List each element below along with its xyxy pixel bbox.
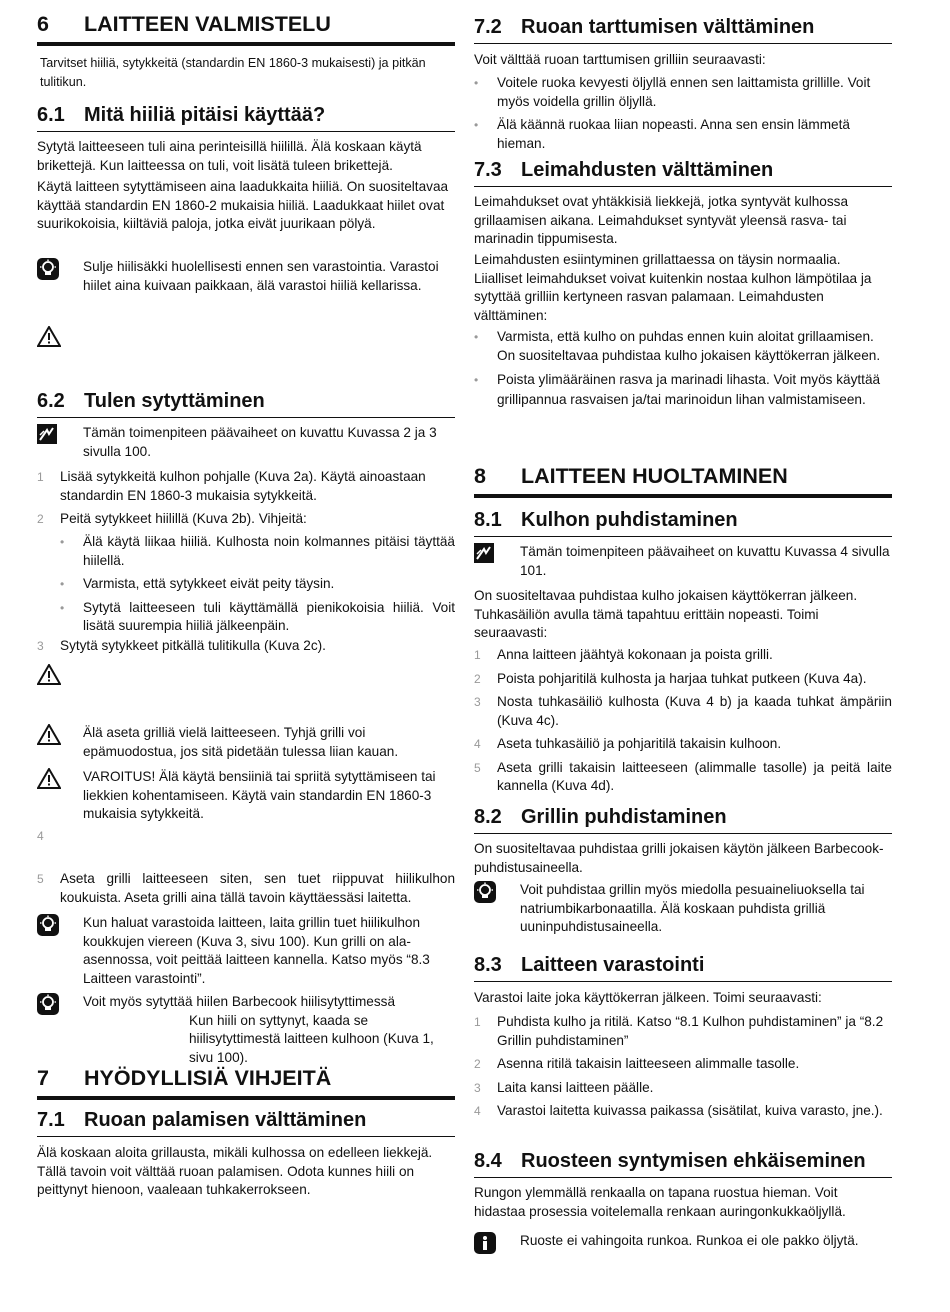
step-number: 4 [37,829,44,843]
list-item [37,599,455,636]
step-number: 2 [474,1057,481,1071]
bullet-text: Älä käännä ruokaa liian nopeasti. Anna sen ensin lämmetä hieman. [497,117,850,151]
section-6-2-step-3 [37,637,455,661]
section-7-3-heading [474,158,892,187]
step-text: Lisää sytykkeitä kulhon pohjalle (Kuva 2a). Käytä ainoastaan standardin EN 1860-3 mukaisia sytykkeitä. [60,469,426,503]
tip-note [37,993,455,1067]
picture-reference-icon [37,424,83,461]
bullet: • [474,330,479,344]
reference-text: Tämän toimenpiteen päävaiheet on kuvattu Kuvassa 2 ja 3 sivulla 100. [83,425,437,459]
tip-text: Kun haluat varastoida laitteen, laita grillin tuet hiilikulhon koukkujen viereen (Kuva 3, sivu 100). Kun grilli on ala-asennossa, voit peittää laitteen kannella. Katso myös “8.3 Laitteen varastointi”. [83,915,430,986]
section-title: Ruoan palamisen välttäminen [84,1109,367,1131]
bullet: • [60,600,65,615]
section-number: 7.2 [474,16,502,38]
section-8-2-heading [474,805,892,834]
bullet-text: Poista ylimääräinen rasva ja marinadi lihasta. Voit myös käyttää grillipannua rasvaisen ja/tai marinoidun lihan valmistamiseen. [497,372,881,407]
step-number: 5 [474,760,481,775]
step-text: Aseta grilli laitteeseen siten, sen tuet riippuvat hiilikulhon koukuista. Aseta grilli aina tällä tavoin käyttäessäsi laitetta. [60,871,455,905]
list-item [474,735,892,754]
section-number: 7 [37,1066,49,1090]
section-number: 8.4 [474,1150,502,1172]
section-title: Mitä hiiliä pitäisi käyttää? [84,104,326,126]
section-7-2-bullets [474,74,892,158]
section-title: Leimahdusten välttäminen [521,159,774,181]
section-number: 6 [37,12,49,36]
step-number: 2 [474,671,481,686]
step-number: 5 [37,872,44,886]
step-text: Sytytä sytykkeet pitkällä tulitikulla (Kuva 2c). [60,638,326,653]
list-item [474,759,892,796]
warning-triangle-icon [37,326,455,347]
section-title: Grillin puhdistaminen [521,806,727,828]
section-7-1-paragraph: Älä koskaan aloita grillausta, mikäli kulhossa on edelleen liekkejä. Tällä tavoin voit välttää ruoan palamisen. Odota kunnes hiili on peittynyt hienoon, vaaleaan tuhkakerrokseen. [37,1145,433,1197]
tip-note [474,881,892,937]
section-8-1-intro: On suositeltavaa puhdistaa kulho jokaisen käyttökerran jälkeen. Tuhkasäiliön avulla tämä tapahtuu erittäin nopeasti. Toimi seuraavasti: [474,588,858,640]
list-item [474,646,892,665]
bullet-text: Varmista, että kulho on puhdas ennen kuin aloitat grillaamisen. On suositeltavaa puhdistaa kulho jokaisen käyttökerran jälkeen. [497,329,881,363]
section-number: 6.2 [37,390,65,412]
step-number: 4 [474,737,481,751]
section-7-3-paragraph-2: Leimahdusten esiintyminen grillattaessa on täysin normaalia. Liialliset leimahdukset voivat kuitenkin nostaa kulhon lämpötilaa ja sytyttää grilliin kertyneen rasvan palamaan. Leimahdusten välttäminen: [474,252,872,323]
list-item [474,74,892,111]
step-number: 1 [37,470,44,484]
step-text: Peitä sytykkeet hiilillä (Kuva 2b). Vihjeitä: [60,511,307,526]
section-7-3-paragraph-1: Leimahdukset ovat yhtäkkisiä liekkejä, jotka syntyvät kulhossa grillaamisen aikana. Leimahdukset syntyvät yleensä rasva- tai marinadin tippumisesta. [474,194,849,246]
step-number: 3 [474,695,481,709]
section-number: 8.3 [474,954,502,976]
list-item [474,693,892,730]
section-6-1-paragraph-2: Käytä laitteen sytyttämiseen aina laadukkaita hiiliä. On suositeltavaa käyttää standardin EN 1860-2 mukaisia hiiliä. Laadukkaat hiilet ovat suurikokoisia, kiiltäviä paloja, jotka eivät juurikaan pölyä. [37,179,449,231]
lightbulb-icon [37,993,83,1067]
list-item [474,328,892,365]
step-number: 1 [474,1015,481,1029]
section-number: 8 [474,464,486,488]
step-text: Varastoi laitetta kuivassa paikassa (sisätilat, kuiva varasto, jne.). [497,1103,883,1118]
section-6-2-hints [37,533,455,641]
list-item [474,1055,892,1074]
section-6-2-steps [37,468,455,534]
lightbulb-icon [37,914,83,988]
step-text: Laita kansi laitteen päälle. [497,1079,654,1095]
tip-note [37,258,455,295]
section-7-1-heading [37,1108,455,1137]
warning-text: VAROITUS! Älä käytä bensiiniä tai spriitä sytyttämiseen tai liekkien kohentamiseen. Käytä vain standardin EN 1860-3 mukaisia sytykkeitä. [83,769,436,821]
step-text: Poista pohjaritilä kulhosta ja harjaa tuhkat putkeen (Kuva 4a). [497,670,867,686]
bullet: • [60,535,65,549]
bullet: • [474,118,479,132]
section-title: Tulen sytyttäminen [84,390,265,412]
info-note [474,1232,892,1254]
section-title: Ruosteen syntymisen ehkäiseminen [521,1150,866,1172]
reference-text: Tämän toimenpiteen päävaiheet on kuvattu Kuvassa 4 sivulla 101. [520,544,890,578]
warning-note [37,724,455,761]
list-item [37,510,455,529]
section-7-heading [37,1066,455,1100]
step-number: 3 [474,1080,481,1095]
lightbulb-icon [37,258,83,295]
list-item [37,468,455,505]
section-title: HYÖDYLLISIÄ VIHJEITÄ [84,1066,332,1090]
section-8-3-intro: Varastoi laite joka käyttökerran jälkeen. Toimi seuraavasti: [474,990,822,1005]
section-number: 7.3 [474,159,502,181]
section-7-3-bullets [474,328,892,415]
bullet-text: Voitele ruoka kevyesti öljyllä ennen sen laittamista grillille. Voit myös voidella grillin öljyllä. [497,75,871,109]
section-6-heading [37,12,455,46]
lightbulb-icon [474,881,520,937]
tip-text-line: Voit myös sytyttää hiilen Barbecook hiilisytyttimessä [83,994,396,1009]
bullet: • [474,373,479,387]
section-6-2-step-5 [37,870,455,912]
step-text: Asenna ritilä takaisin laitteeseen alimmalle tasolle. [497,1056,800,1071]
bullet-text: Sytytä laitteeseen tuli käyttämällä pienikokoisia hiiliä. Voit lisätä suurempia hiiliä jälkeenpäin. [83,599,455,633]
step-text: Aseta tuhkasäiliö ja pohjaritilä takaisin kulhoon. [497,736,782,751]
step-number: 4 [474,1104,481,1118]
section-title: LAITTEEN VALMISTELU [84,12,331,36]
section-6-intro: Tarvitset hiiliä, sytykkeitä (standardin EN 1860-3 mukaisesti) ja pitkän tulitikun. [40,56,426,89]
step-number: 2 [37,512,44,526]
warning-text: Älä aseta grilliä vielä laitteeseen. Tyhjä grilli voi epämuodostua, jos sitä pidetään tulessa liian kauan. [83,725,399,759]
section-8-4-heading [474,1149,892,1178]
reference-note [474,543,892,580]
warning-triangle-icon [37,768,83,824]
info-text: Ruoste ei vahingoita runkoa. Runkoa ei ole pakko öljytä. [520,1233,859,1248]
section-number: 8.1 [474,509,502,531]
list-item [474,1102,892,1121]
warning-note [37,768,455,824]
list-item [37,870,455,907]
step-number: 1 [474,648,481,662]
section-title: Kulhon puhdistaminen [521,509,738,531]
section-8-3-steps [474,1013,892,1126]
tip-text [83,993,455,1067]
section-7-2-intro: Voit välttää ruoan tarttumisen grilliin seuraavasti: [474,52,766,67]
tip-text: Voit puhdistaa grillin myös miedolla pesuaineliuoksella tai natriumbikarbonaatilla. Älä koskaan puhdista grilliä uuninpuhdistusaineella. [520,882,865,934]
section-number: 8.2 [474,806,502,828]
warning-triangle-icon [37,664,455,685]
section-8-4-paragraph: Rungon ylemmällä renkaalla on tapana ruostua hieman. Voit hidastaa prosessia voitelemalla renkaan auringonkukkaöljyllä. [474,1185,846,1219]
tip-note [37,914,455,988]
step-text: Aseta grilli takaisin laitteeseen (alimmalle tasolle) ja peitä laite kannella (Kuva 4d). [497,759,892,793]
bullet: • [60,577,65,591]
step-text: Anna laitteen jäähtyä kokonaan ja poista grilli. [497,647,773,662]
list-item [474,116,892,153]
list-item [37,575,455,594]
section-7-2-heading [474,15,892,44]
bullet-text: Älä käytä liikaa hiiliä. Kulhosta noin kolmannes pitäisi täyttää hiilellä. [83,534,455,568]
section-8-1-steps [474,646,892,801]
section-8-3-heading [474,953,892,982]
section-6-1-heading [37,103,455,132]
section-title: LAITTEEN HUOLTAMINEN [521,464,788,488]
tip-text: Sulje hiilisäkki huolellisesti ennen sen varastointia. Varastoi hiilet aina kuivaan paikkaan, älä varastoi hiiliä kellarissa. [83,259,439,293]
tip-text-line: Kun hiili on syttynyt, kaada se hiilisytyttimestä laitteen kulhoon (Kuva 1, sivu 100). [189,1012,434,1065]
section-6-1-paragraph-1: Sytytä laitteeseen tuli aina perinteisillä hiilillä. Älä koskaan käytä brikettejä. Kun laitteessa on tuli, voit lisätä tuleen brikettejä. [37,139,422,173]
step-text: Puhdista kulho ja ritilä. Katso “8.1 Kulhon puhdistaminen” ja “8.2 Grillin puhdistaminen” [497,1014,884,1048]
list-item [37,637,455,656]
step-text: Nosta tuhkasäiliö kulhosta (Kuva 4 b) ja kaada tuhkat ämpäriin (Kuva 4c). [497,694,892,728]
list-item [474,1079,892,1098]
warning-triangle-icon [37,724,83,761]
section-8-2-intro: On suositeltavaa puhdistaa grilli jokaisen käytön jälkeen Barbecook-puhdistusaineella. [474,841,884,875]
section-number: 7.1 [37,1109,65,1131]
info-icon [474,1232,520,1254]
bullet-text: Varmista, että sytykkeet eivät peity täysin. [83,576,335,591]
list-item [474,1013,892,1050]
list-item [37,533,455,570]
step-number: 3 [37,639,44,653]
bullet: • [474,76,479,90]
reference-note [37,424,455,461]
section-6-2-heading [37,389,455,418]
section-8-1-heading [474,508,892,537]
section-8-heading [474,464,892,498]
section-title: Ruoan tarttumisen välttäminen [521,16,815,38]
section-title: Laitteen varastointi [521,954,705,976]
list-item [474,370,892,410]
list-item [474,670,892,689]
picture-reference-icon [474,543,520,580]
section-number: 6.1 [37,104,65,126]
